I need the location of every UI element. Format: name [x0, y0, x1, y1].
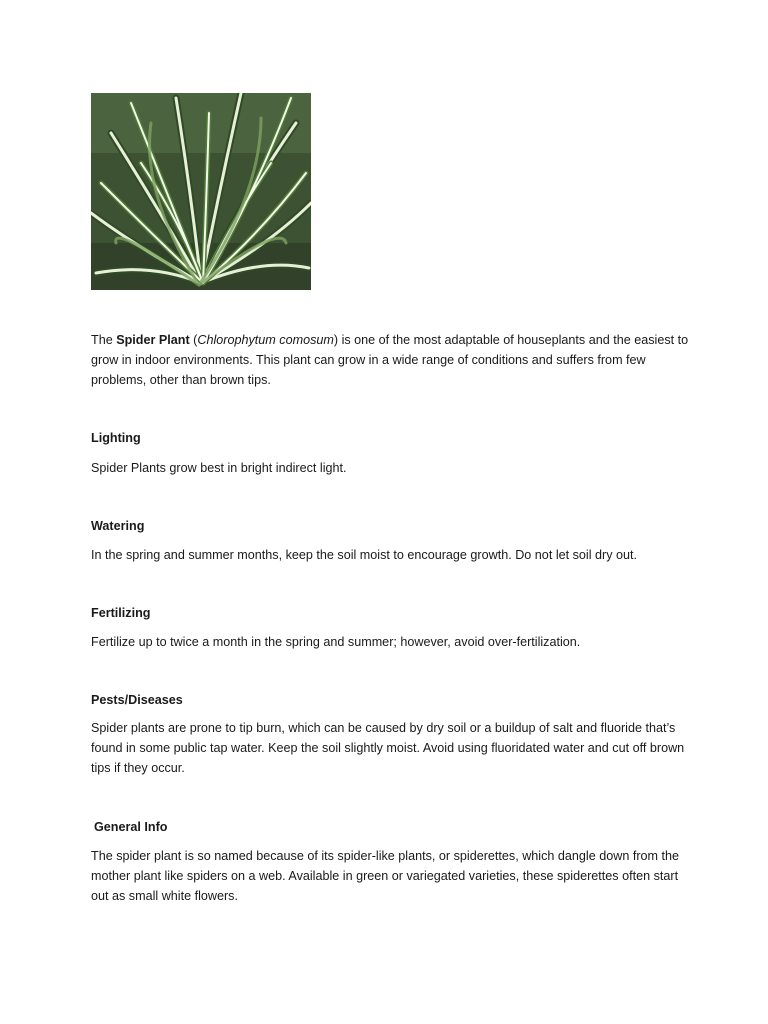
paragraph-general-info: The spider plant is so named because of its spider-like plants, or spiderettes, which dangle down from the mother plant like spiders on a web. Available in green or variegated varieties, these spiderettes often start out as small white flowers.	[91, 849, 680, 903]
intro-text-2: (	[189, 333, 198, 347]
heading-lighting: Lighting	[91, 431, 141, 445]
paragraph-watering: In the spring and summer months, keep the soil moist to encourage growth. Do not let soil dry out.	[91, 548, 638, 562]
plant-name: Spider Plant	[116, 333, 190, 347]
paragraph-pests-diseases: Spider plants are prone to tip burn, which can be caused by dry soil or a buildup of salt and fluoride that’s found in some public tap water. Keep the soil slightly moist. Avoid using fluoridated water and cut off brown tips if they occur.	[91, 721, 685, 775]
intro-text-3: ) is one of the most adaptable of houseplants and the easiest to grow in indoor environments. This plant can grow in a wide range of conditions and suffers from few problems, other than brown tips.	[91, 333, 689, 387]
spider-plant-photo	[91, 93, 311, 290]
heading-watering: Watering	[91, 519, 145, 533]
intro-paragraph	[91, 330, 691, 390]
intro-text-1: The	[91, 333, 117, 347]
paragraph-fertilizing: Fertilize up to twice a month in the spring and summer; however, avoid over-fertilization.	[91, 635, 581, 649]
scientific-name: Chlorophytum comosum	[197, 333, 334, 347]
heading-pests-diseases: Pests/Diseases	[91, 693, 183, 707]
heading-fertilizing: Fertilizing	[91, 606, 151, 620]
heading-general-info: General Info	[94, 820, 168, 834]
paragraph-lighting: Spider Plants grow best in bright indirect light.	[91, 461, 347, 475]
